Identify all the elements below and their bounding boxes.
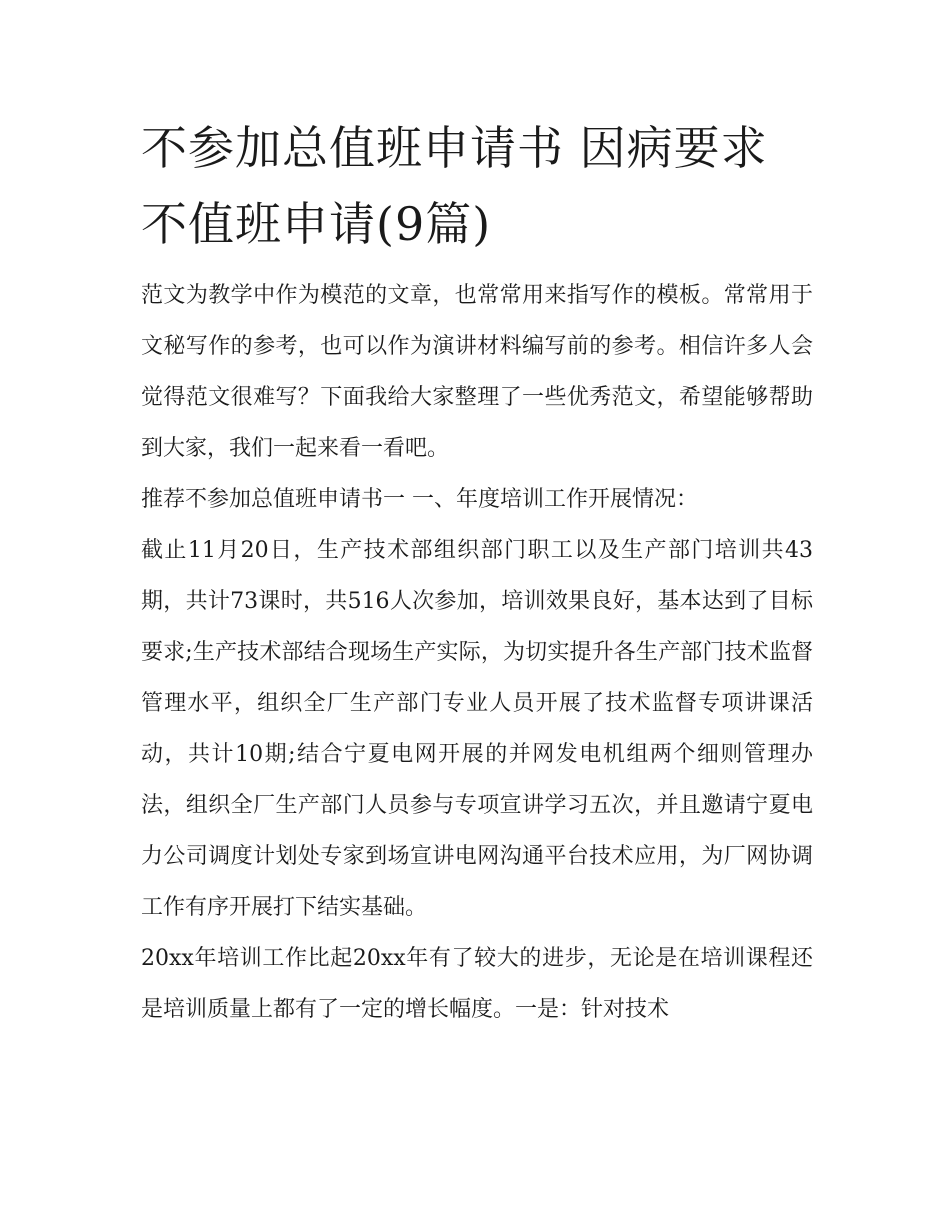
training-comparison-paragraph: 20xx年培训工作比起20xx年有了较大的进步，无论是在培训课程还是培训质量上都有了一定的增长幅度。一是：针对技术 [141,946,813,1022]
document-title: 不参加总值班申请书 因病要求不值班申请(9篇) [141,121,768,251]
document-body [141,110,813,1035]
section-heading-paragraph: 推荐不参加总值班申请书一 一、年度培训工作开展情况： [141,487,698,512]
training-summary-paragraph: 截止11月20日，生产技术部组织部门职工以及生产部门培训共43期，共计73课时，共516人次参加，培训效果良好，基本达到了目标要求;生产技术部结合现场生产实际，为切实提升各生产部门技术监督管理水平，组织全厂生产部门专业人员开展了技术监督专项讲课活动，共计10期;结合宁夏电网开展的并网发电机组两个细则管理办法，组织全厂生产部门人员参与专项宣讲学习五次，并且邀请宁夏电力公司调度计划处专家到场宣讲电网沟通平台技术应用，为厂网协调工作有序开展打下结实基础。 [141,538,813,920]
intro-paragraph: 范文为教学中作为模范的文章，也常常用来指写作的模板。常常用于文秘写作的参考，也可以作为演讲材料编写前的参考。相信许多人会觉得范文很难写？下面我给大家整理了一些优秀范文，希望能够帮助到大家，我们一起来看一看吧。 [141,283,813,461]
